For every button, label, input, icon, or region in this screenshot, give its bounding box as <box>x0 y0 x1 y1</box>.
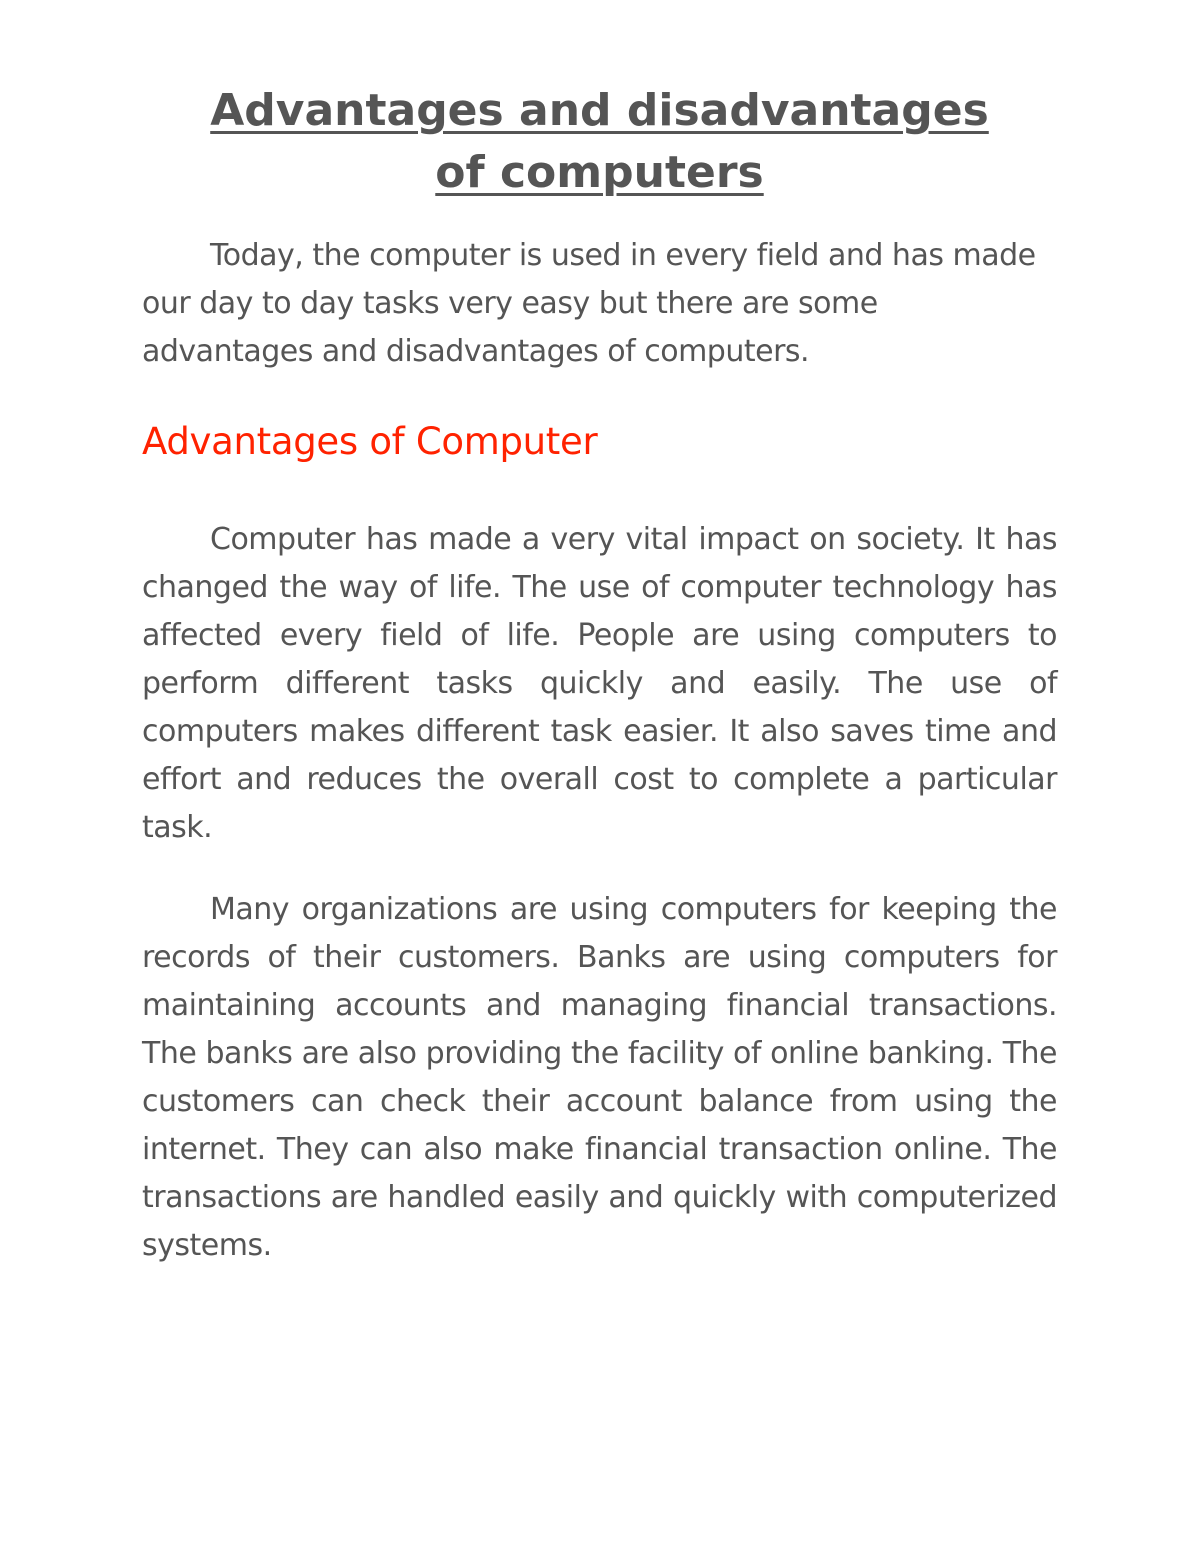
body-paragraph-1: Computer has made a very vital impact on society. It has changed the way of life. The use of computer technology has affected every field of life. People are using computers to perform different tasks quickly and easily. The use of computers makes different task easier. It also saves time and effort and reduces the overall cost to complete a particular task. <box>142 522 1057 845</box>
document-title <box>142 80 1057 204</box>
document-page <box>142 80 1057 1270</box>
title-line-2: of computers <box>435 147 764 198</box>
title-line-1: Advantages and disadvantages <box>210 85 989 136</box>
section-heading-advantages: Advantages of Computer <box>142 420 598 463</box>
body-paragraph-2: Many organizations are using computers for keeping the records of their customers. Banks are using computers for maintaining accounts and managing financial transactions. The banks are also providing the facility of online banking. The customers can check their account balance from using the internet. They can also make financial transaction online. The transactions are handled easily and quickly with computerized systems. <box>142 892 1057 1263</box>
intro-paragraph: Today, the computer is used in every field and has made our day to day tasks very easy but there are some advantages and disadvantages of computers. <box>142 238 1036 369</box>
